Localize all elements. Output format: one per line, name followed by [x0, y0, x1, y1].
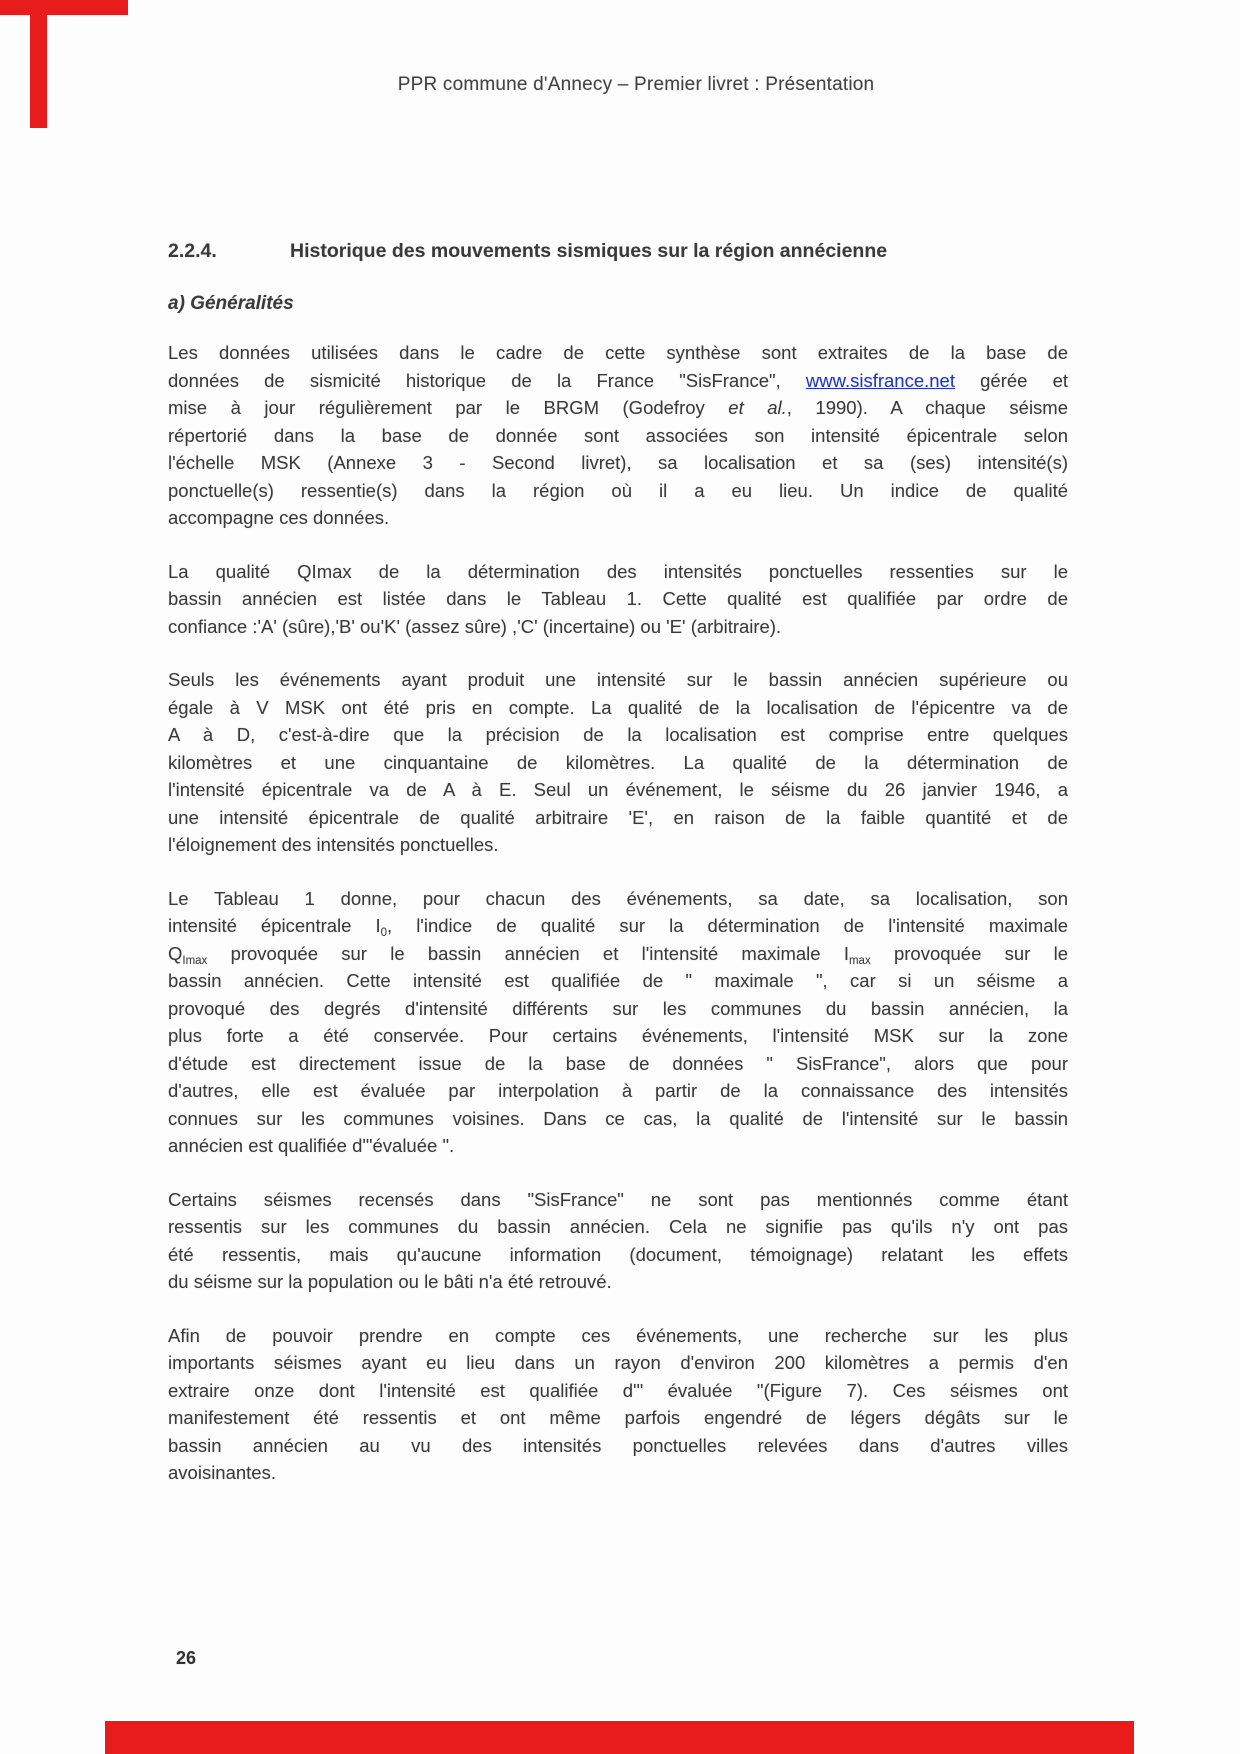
text-segment: Les données utilisées dans le cadre de cette synthèse sont extraites de la base de [168, 342, 1068, 363]
text-segment: annécien est qualifiée d'"évaluée ". [168, 1135, 455, 1156]
text-segment: , 1990). A chaque séisme [786, 397, 1069, 418]
text-segment: bassin annécien. Cette intensité est qualifiée de " maximale ", car si un séisme a [168, 970, 1068, 991]
text-segment: importants séismes ayant eu lieu dans un rayon d'environ 200 kilomètres a permis d'en [168, 1352, 1068, 1373]
text-line [168, 1404, 1068, 1432]
text-segment: provoquée sur le bassin annécien et l'intensité maximale I [207, 942, 849, 964]
text-line [168, 694, 1068, 722]
text-segment: l'échelle MSK (Annexe 3 - Second livret), sa localisation et sa (ses) intensité(s) [168, 452, 1068, 473]
text-line [168, 1132, 1068, 1160]
paragraph-1 [168, 339, 1068, 532]
text-segment: provoquée sur le [870, 942, 1068, 964]
text-segment: d'étude est directement issue de la base de données " SisFrance", alors que pour [168, 1052, 1068, 1074]
text-segment: Afin de pouvoir prendre en compte ces événements, une recherche sur les plus [168, 1324, 1068, 1346]
text-segment: ponctuelle(s) ressentie(s) dans la région où il a eu lieu. Un indice de qualité [168, 479, 1068, 501]
text-segment: Q [168, 942, 183, 964]
text-line [168, 749, 1068, 777]
text-line [168, 912, 1068, 940]
text-segment: bassin annécien est listée dans le Tableau 1. Cette qualité est qualifiée par ordre de [168, 588, 1068, 609]
scan-artifact-bottom [105, 1721, 1134, 1754]
text-line [168, 394, 1068, 422]
subsection-heading: a) Généralités [168, 293, 294, 314]
text-line [168, 449, 1068, 477]
text-line [168, 339, 1068, 367]
text-segment: du séisme sur la population ou le bâti n'a été retrouvé. [168, 1271, 612, 1292]
text-segment: accompagne ces données. [168, 507, 390, 528]
text-segment: connues sur les communes voisines. Dans ce cas, la qualité de l'intensité sur le bassin [168, 1107, 1068, 1129]
paragraph-2 [168, 558, 1068, 641]
text-line [168, 585, 1068, 613]
paragraph-6 [168, 1322, 1068, 1487]
text-line [168, 1268, 1068, 1296]
text-line [168, 885, 1068, 913]
sisfrance-link[interactable]: www.sisfrance.net [805, 369, 955, 391]
text-line [168, 1322, 1068, 1350]
text-segment: Certains séismes recensés dans "SisFrance" ne sont pas mentionnés comme étant [168, 1188, 1068, 1210]
text-line [168, 1213, 1068, 1241]
subscript-text: Imax [182, 954, 208, 967]
text-segment: ressentis sur les communes du bassin annécien. Cela ne signifie pas qu'ils n'y ont pas [168, 1216, 1068, 1237]
paragraphs [168, 339, 1068, 1487]
text-line [168, 367, 1068, 395]
text-segment: été ressentis, mais qu'aucune information (document, témoignage) relatant les effets [168, 1243, 1068, 1265]
text-segment: répertorié dans la base de donnée sont associées son intensité épicentrale selon [168, 424, 1068, 446]
page-number: 26 [176, 1648, 197, 1668]
text-segment: Seuls les événements ayant produit une intensité sur le bassin annécien supérieure ou [168, 669, 1068, 690]
text-line [168, 1459, 1068, 1487]
subscript-text: 0 [380, 927, 388, 939]
text-line [168, 477, 1068, 505]
text-line [168, 1241, 1068, 1269]
document-content [168, 240, 1068, 1487]
scan-artifact-left [30, 0, 47, 128]
text-segment: d'autres, elle est évaluée par interpolation à partir de la connaissance des intensités [168, 1080, 1068, 1101]
text-segment: manifestement été ressentis et ont même parfois engendré de légers dégâts sur le [168, 1407, 1068, 1428]
text-segment: gérée et [954, 369, 1068, 391]
text-line [168, 1432, 1068, 1460]
text-segment: La qualité QImax de la détermination des intensités ponctuelles ressenties sur le [168, 560, 1068, 582]
paragraph-3 [168, 666, 1068, 859]
paragraph-5 [168, 1186, 1068, 1296]
text-segment: extraire onze dont l'intensité est qualifiée d'" évaluée "(Figure 7). Ces séismes ont [168, 1379, 1068, 1401]
text-line [168, 940, 1068, 968]
text-line [168, 422, 1068, 450]
text-segment: données de sismicité historique de la France "SisFrance", [168, 369, 806, 391]
text-line [168, 804, 1068, 832]
paragraph-4 [168, 885, 1068, 1160]
scan-artifact-top [0, 0, 128, 15]
text-line [168, 776, 1068, 804]
section-title: Historique des mouvements sismiques sur la région annécienne [290, 240, 888, 262]
text-line [168, 1186, 1068, 1214]
text-line [168, 558, 1068, 586]
text-segment: avoisinantes. [168, 1462, 276, 1483]
text-line [168, 995, 1068, 1023]
text-segment: kilomètres et une cinquantaine de kilomètres. La qualité de la détermination de [168, 751, 1068, 773]
section-heading [168, 240, 1068, 263]
text-segment: l'intensité épicentrale va de A à E. Seul un événement, le séisme du 26 janvier 1946, a [168, 779, 1068, 800]
text-segment: plus forte a été conservée. Pour certains événements, l'intensité MSK sur la zone [168, 1025, 1068, 1046]
text-line [168, 613, 1068, 641]
text-line [168, 1377, 1068, 1405]
text-segment: A à D, c'est-à-dire que la précision de la localisation est comprise entre quelques [168, 724, 1068, 745]
subscript-text: max [848, 954, 871, 967]
text-line [168, 504, 1068, 532]
text-line [168, 1349, 1068, 1377]
text-line [168, 1077, 1068, 1105]
text-segment: , l'indice de qualité sur la détermination de l'intensité maximale [387, 915, 1068, 936]
text-line [168, 1022, 1068, 1050]
text-segment: bassin annécien au vu des intensités ponctuelles relevées dans d'autres villes [168, 1434, 1068, 1456]
page-header: PPR commune d'Annecy – Premier livret : Présentation [397, 74, 875, 95]
text-line [168, 1050, 1068, 1078]
text-segment: provoqué des degrés d'intensité différents sur les communes du bassin annécien, la [168, 997, 1068, 1019]
text-segment: confiance :'A' (sûre),'B' ou'K' (assez sûre) ,'C' (incertaine) ou 'E' (arbitraire). [168, 615, 782, 637]
text-segment: intensité épicentrale I [168, 915, 381, 936]
text-line [168, 721, 1068, 749]
italic-text: et al. [728, 397, 787, 418]
text-line [168, 831, 1068, 859]
text-line [168, 666, 1068, 694]
text-segment: égale à V MSK ont été pris en compte. La qualité de la localisation de l'épicentre va de [168, 696, 1068, 718]
text-segment: mise à jour régulièrement par le BRGM (Godefroy [168, 397, 729, 418]
text-segment: l'éloignement des intensités ponctuelles. [168, 834, 499, 855]
text-line [168, 967, 1068, 995]
text-line [168, 1105, 1068, 1133]
text-segment: une intensité épicentrale de qualité arbitraire 'E', en raison de la faible quantité et de [168, 806, 1068, 828]
text-segment: Le Tableau 1 donne, pour chacun des événements, sa date, sa localisation, son [168, 887, 1068, 909]
section-number: 2.2.4. [168, 240, 217, 262]
